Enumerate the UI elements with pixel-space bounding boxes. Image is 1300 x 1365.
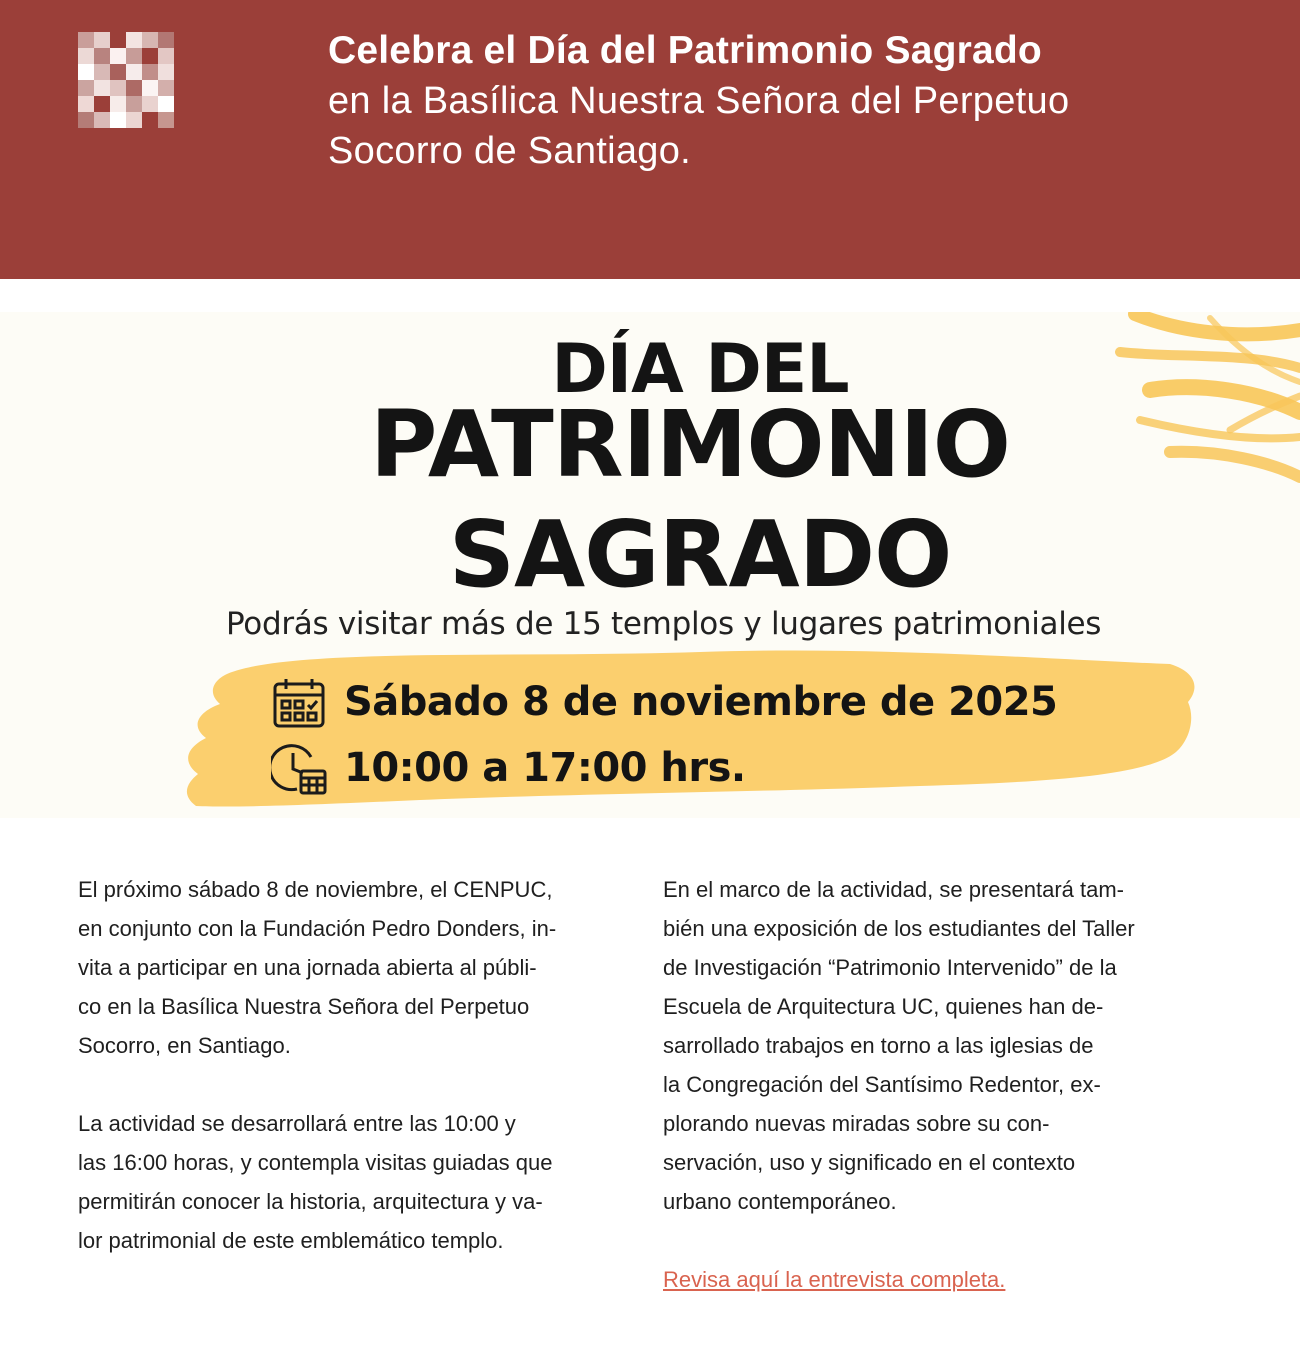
text-line: Escuela de Arquitectura UC, quienes han de- [663, 994, 1104, 1019]
text-line: en conjunto con la Fundación Pedro Donders, in- [78, 916, 557, 941]
calendar-icon [272, 676, 326, 730]
text-line: La actividad se desarrollará entre las 10:00 y [78, 1111, 516, 1136]
header-subtitle-line: en la Basílica Nuestra Señora del Perpetuo [328, 80, 1070, 122]
full-interview-link[interactable]: Revisa aquí la entrevista completa. [663, 1267, 1006, 1292]
clock-calendar-icon [271, 741, 329, 797]
text-line: vita a participar en una jornada abierta al públi- [78, 955, 537, 980]
poster-title-line-2: PATRIMONIO [369, 391, 1011, 498]
header-title: Celebra el Día del Patrimonio Sagrado [328, 29, 1042, 72]
poster-title-line-1: DÍA DEL [551, 330, 849, 409]
text-line: la Congregación del Santísimo Redentor, ex- [663, 1072, 1101, 1097]
article-left-column [78, 870, 638, 1299]
text-line: sarrollado trabajos en torno a las iglesias de [663, 1033, 1094, 1058]
poster-subtitle: Podrás visitar más de 15 templos y lugares patrimoniales [226, 606, 1102, 642]
event-poster [0, 312, 1300, 818]
header-subtitle-line: Socorro de Santiago. [328, 130, 692, 172]
header-banner [0, 0, 1300, 279]
article-paragraph [78, 870, 638, 1065]
text-line: plorando nuevas miradas sobre su con- [663, 1111, 1050, 1136]
event-date: Sábado 8 de noviembre de 2025 [344, 679, 1058, 725]
article-paragraph [78, 1104, 638, 1260]
text-line: Socorro, en Santiago. [78, 1033, 291, 1058]
text-line: de Investigación “Patrimonio Intervenido” de la [663, 955, 1117, 980]
text-line: permitirán conocer la historia, arquitectura y va- [78, 1189, 543, 1214]
text-line: co en la Basílica Nuestra Señora del Perpetuo [78, 994, 530, 1019]
poster-title-line-3: SAGRADO [448, 501, 952, 608]
pixel-mosaic-logo-icon [78, 32, 174, 128]
text-line: El próximo sábado 8 de noviembre, el CENPUC, [78, 877, 553, 902]
text-line: lor patrimonial de este emblemático templo. [78, 1228, 504, 1253]
event-time: 10:00 a 17:00 hrs. [344, 745, 746, 791]
article-right-column [663, 870, 1223, 1299]
text-line: En el marco de la actividad, se presentará tam- [663, 877, 1125, 902]
text-line: urbano contemporáneo. [663, 1189, 897, 1214]
article-paragraph [663, 870, 1223, 1221]
text-line: bién una exposición de los estudiantes del Taller [663, 916, 1135, 941]
text-line: servación, uso y significado en el contexto [663, 1150, 1076, 1175]
text-line: las 16:00 horas, y contempla visitas guiadas que [78, 1150, 553, 1175]
